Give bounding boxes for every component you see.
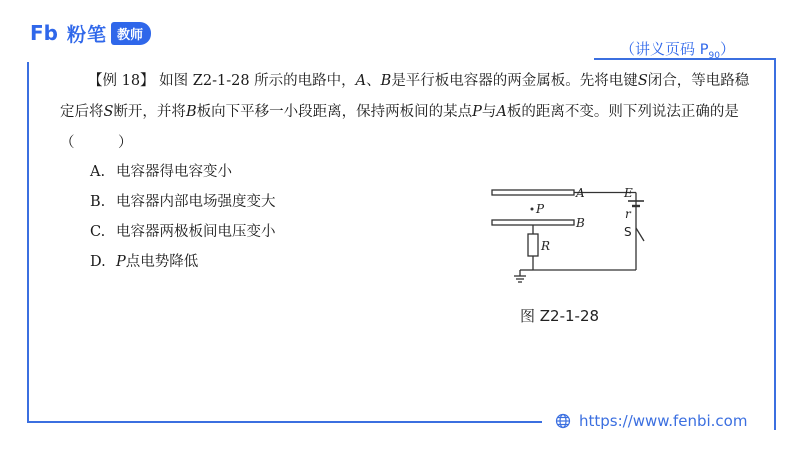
italic-symbol: A (355, 73, 367, 89)
italic-symbol: P (116, 254, 126, 270)
switch-blade (636, 228, 644, 241)
plate-a (492, 190, 574, 195)
option-letter: C. (90, 224, 106, 240)
page-ref-open: （讲义页码 (620, 40, 700, 58)
question-body (60, 73, 749, 151)
label-b: B (576, 216, 585, 230)
label-r: R (541, 239, 551, 253)
option-text (116, 254, 198, 270)
text-segment: 与 (481, 104, 497, 120)
text-segment: 板向下平移一小段距离，保持两板间的某点 (196, 104, 473, 120)
page-ref-close: ） (719, 40, 735, 58)
brand-logo (30, 21, 151, 45)
answer-options (90, 157, 276, 277)
option-text (116, 224, 276, 240)
text-segment: 电容器两极板间电压变小 (116, 224, 276, 240)
text-segment: 、 (366, 73, 381, 89)
italic-symbol: B (380, 73, 392, 89)
page-reference (620, 35, 735, 63)
text-segment: 板的距离不变。则下列说法正确的是（ ） (60, 104, 739, 151)
plate-b (492, 220, 574, 225)
figure-caption: 图 Z2-1-28 (520, 307, 600, 325)
circuit-diagram (488, 178, 648, 288)
option-d[interactable] (90, 247, 276, 277)
resistor (528, 234, 538, 256)
fenbi-logo-icon (30, 22, 64, 44)
option-text (116, 194, 276, 210)
text-segment: 是平行板电容器的两金属板。先将电键 (391, 73, 638, 89)
italic-symbol: S (103, 104, 114, 120)
italic-symbol: B (185, 104, 197, 120)
label-p: P (536, 202, 545, 216)
option-text (116, 164, 232, 180)
label-e: E (624, 186, 633, 200)
frame-right-line (774, 58, 776, 430)
footer-link[interactable] (555, 410, 747, 432)
text-segment: 点电势降低 (125, 254, 199, 270)
label-a: A (576, 186, 585, 200)
text-segment: 电容器内部电场强度变大 (116, 194, 276, 210)
option-letter: A. (90, 164, 106, 180)
option-letter: B. (90, 194, 106, 210)
question-label: 【例 18】 (88, 73, 155, 89)
footer-url: https://www.fenbi.com (579, 412, 748, 430)
italic-symbol: A (496, 104, 507, 120)
page-ref-number: 90 (708, 50, 720, 61)
text-segment: 闭合，等电路稳定后将 (60, 73, 750, 120)
logo-mark-text: Fb (30, 22, 58, 44)
frame-bottom-line (27, 421, 542, 423)
text-segment: 如图 Z2-1-28 所示的电路中， (154, 73, 356, 89)
brand-badge: 教师 (111, 22, 151, 45)
question-text (60, 66, 750, 159)
label-r-internal: r (625, 207, 631, 221)
italic-symbol: P (472, 104, 482, 120)
text-segment: 断开，并将 (113, 104, 186, 120)
option-letter: D. (90, 254, 106, 270)
option-c[interactable] (90, 217, 276, 247)
option-b[interactable] (90, 187, 276, 217)
option-a[interactable] (90, 157, 276, 187)
globe-icon (555, 413, 571, 429)
brand-name: 粉笔 (67, 23, 108, 46)
italic-symbol: S (637, 73, 648, 89)
label-s: S (624, 225, 632, 239)
frame-left-line (27, 62, 29, 422)
text-segment: 电容器得电容变小 (116, 164, 232, 180)
page-ref-letter: P (699, 42, 709, 58)
point-p-dot (531, 208, 534, 211)
